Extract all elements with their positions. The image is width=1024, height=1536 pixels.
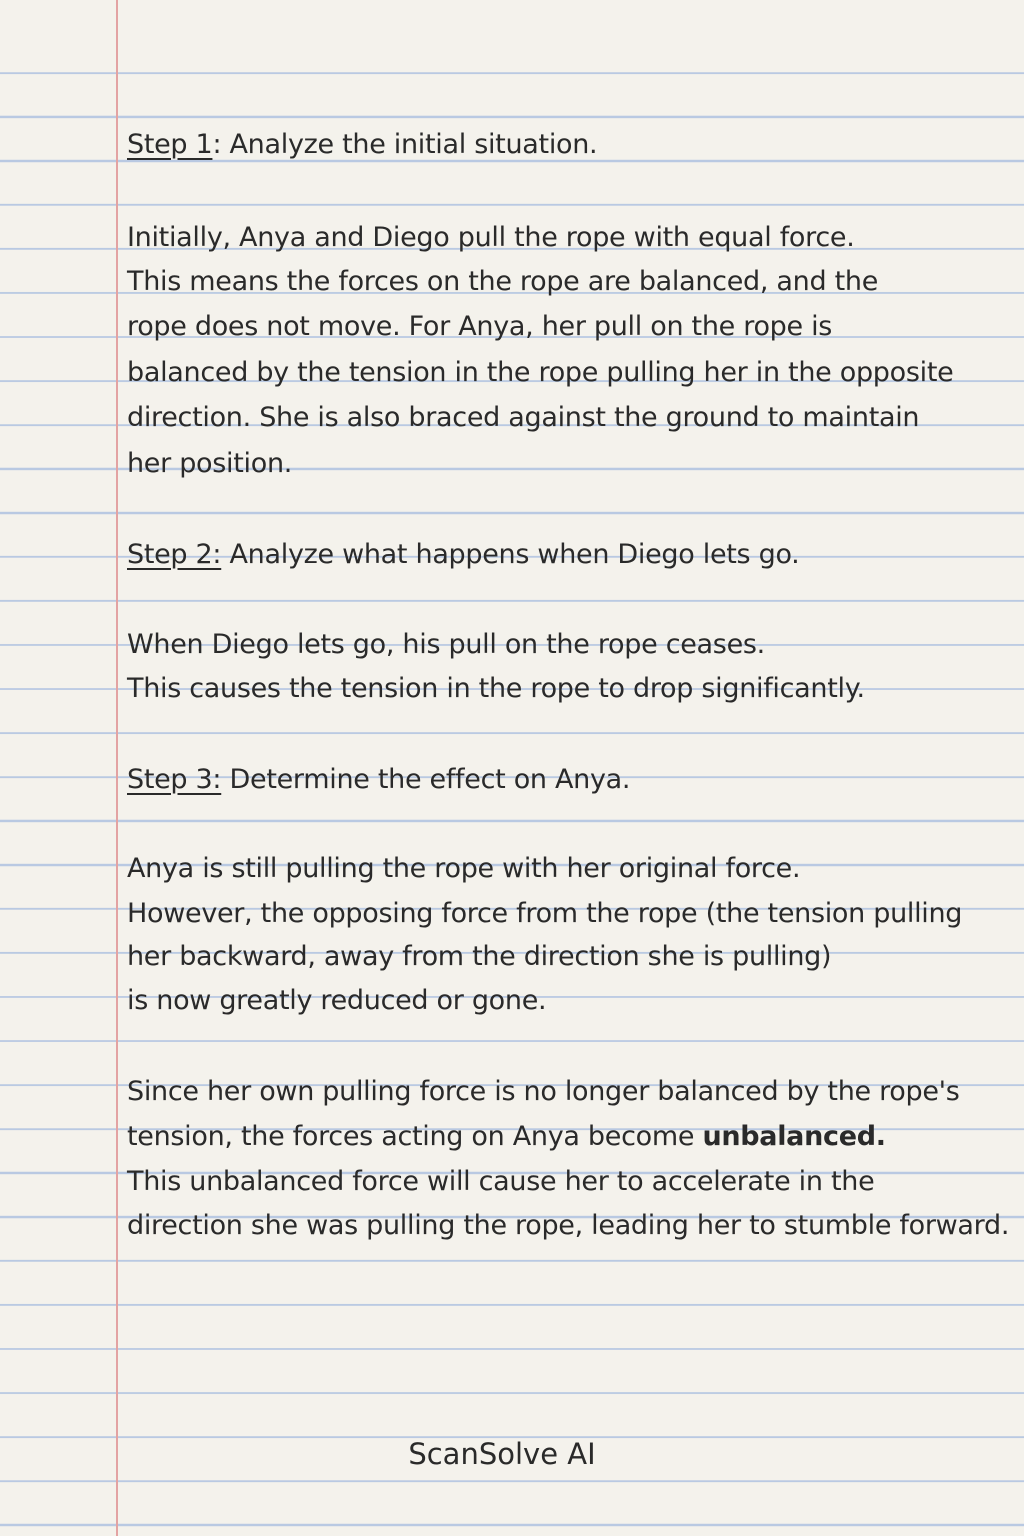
step-1-line: her position.	[127, 448, 293, 479]
step-3-line: her backward, away from the direction she is pulling)	[127, 941, 832, 972]
step-1-label: Step 1	[127, 129, 213, 160]
conclusion-line	[127, 1123, 1007, 1150]
unbalanced-emphasis: unbalanced.	[702, 1121, 886, 1152]
conclusion-line: This unbalanced force will cause her to accelerate in the	[127, 1166, 875, 1197]
step-1-line: rope does not move. For Anya, her pull on the rope is	[127, 311, 833, 342]
step-2-title: Analyze what happens when Diego lets go.	[221, 539, 800, 570]
step-1-line: Initially, Anya and Diego pull the rope with equal force.	[127, 222, 855, 253]
step-3-label: Step 3:	[127, 764, 222, 795]
step-3-line: is now greatly reduced or gone.	[127, 985, 547, 1016]
step-1-heading	[127, 131, 1007, 158]
margin-line	[116, 0, 118, 1536]
conclusion-text: tension, the forces acting on Anya become	[127, 1121, 703, 1152]
step-1-title: : Analyze the initial situation.	[212, 129, 598, 160]
conclusion-line: direction she was pulling the rope, leading her to stumble forward.	[127, 1210, 1010, 1241]
step-1-line: direction. She is also braced against the ground to maintain	[127, 402, 920, 433]
step-3-heading	[127, 766, 1007, 793]
footer-brand: ScanSolve AI	[408, 1437, 596, 1471]
step-2-heading	[127, 541, 1007, 568]
step-1-line: balanced by the tension in the rope pulling her in the opposite	[127, 357, 954, 388]
step-2-line: When Diego lets go, his pull on the rope ceases.	[127, 629, 765, 660]
step-3-title: Determine the effect on Anya.	[221, 764, 631, 795]
step-3-line: However, the opposing force from the rope (the tension pulling	[127, 898, 963, 929]
step-2-line: This causes the tension in the rope to drop significantly.	[127, 673, 865, 704]
step-2-label: Step 2:	[127, 539, 222, 570]
step-1-line: This means the forces on the rope are balanced, and the	[127, 266, 879, 297]
conclusion-line: Since her own pulling force is no longer balanced by the rope's	[127, 1076, 960, 1107]
step-3-line: Anya is still pulling the rope with her original force.	[127, 853, 801, 884]
